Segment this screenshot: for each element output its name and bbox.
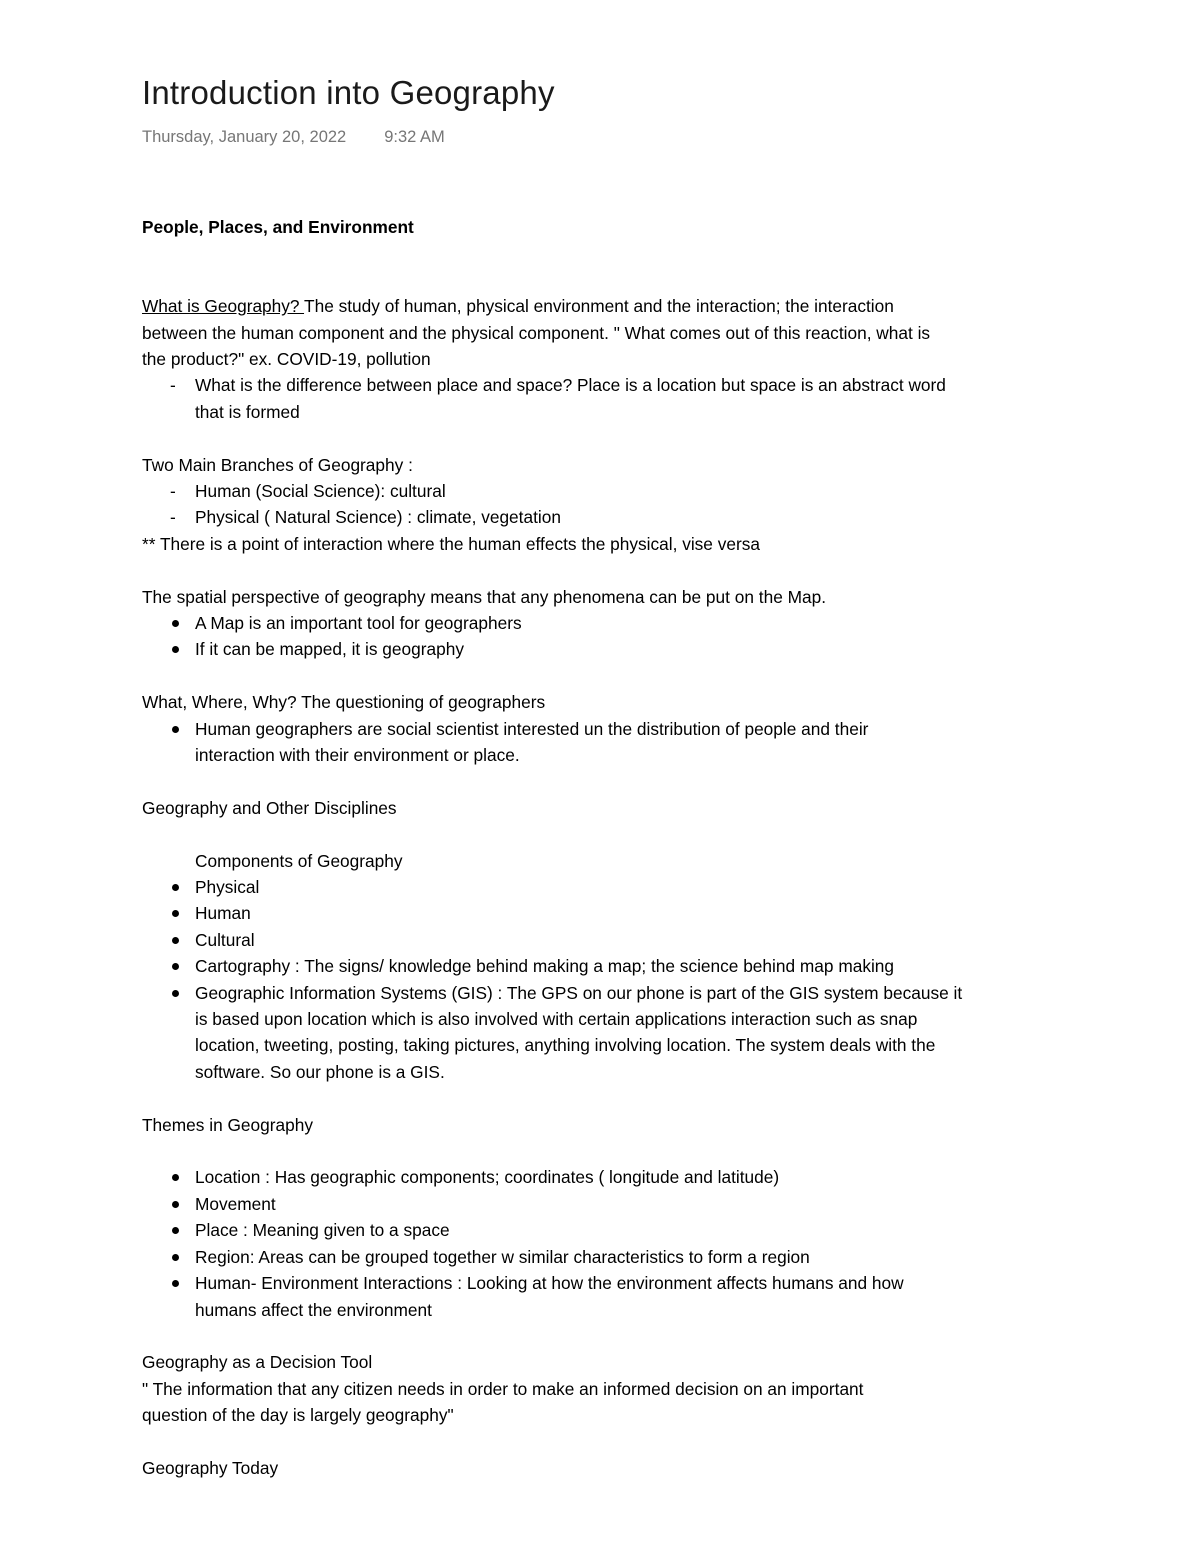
questions-text: What, Where, Why? The questioning of geographers [142,692,546,713]
today-heading: Geography Today [142,1457,279,1478]
branches-heading: Two Main Branches of Geography : [142,454,413,475]
disciplines-heading: Geography and Other Disciplines [142,797,397,818]
list-item: Physical [195,877,260,898]
list-item: Location : Has geographic components; coordinates ( longitude and latitude) [195,1167,780,1188]
what-is-label: What is Geography? [142,296,305,317]
dash-marker [170,372,190,398]
note-body [142,214,1072,1481]
decision-heading: Geography as a Decision Tool [142,1352,373,1373]
spatial-text: The spatial perspective of geography means that any phenomena can be put on the Map. [142,586,827,607]
what-is-line-2: between the human component and the physical component. " What comes out of this reaction, what is [142,322,931,343]
list-item: - Human (Social Science): cultural [142,478,1072,504]
list-item: Human geographers are social scientist interested un the distribution of people and their interaction with their environment or place. [195,718,869,766]
list-item: Cartography : The signs/ knowledge behind making a map; the science behind map making [195,956,895,977]
list-item: - Physical ( Natural Science) : climate, vegetation [142,504,1072,530]
list-item: Cultural [195,929,255,950]
list-item: Region: Areas can be grouped together w similar characteristics to form a region [195,1246,810,1267]
dash-marker [170,504,190,530]
what-is-line-1: What is Geography? The study of human, physical environment and the interaction; the interaction [142,296,894,317]
list-item: Human [195,903,251,924]
list-item: Geographic Information Systems (GIS) : The GPS on our phone is part of the GIS system because it is based upon location which is also involved with certain applications interaction such as snap location, tweeting, posting, taking pictures, anything involving location. The system deals with the software. So our phone is a GIS. [195,982,963,1082]
page-title: Introduction into Geography [142,74,555,111]
list-item: Place : Meaning given to a space [195,1220,450,1241]
themes-heading: Themes in Geography [142,1114,313,1135]
list-item: A Map is an important tool for geographers [195,613,522,634]
decision-quote-line-1: " The information that any citizen needs in order to make an informed decision on an important [142,1378,864,1399]
list-item: Movement [195,1193,276,1214]
page-date: Thursday, January 20, 2022 [142,128,347,146]
branches-note: ** There is a point of interaction where the human effects the physical, vise versa [142,533,760,554]
page-time: 9:32 AM [384,128,445,146]
decision-quote-line-2: question of the day is largely geography" [142,1405,454,1426]
components-heading: Components of Geography [195,850,403,871]
page-datetime [142,128,445,147]
list-item: If it can be mapped, it is geography [195,639,464,660]
section-heading: People, Places, and Environment [142,217,414,237]
what-is-line-3: the product?" ex. COVID-19, pollution [142,349,431,369]
list-item: Human- Environment Interactions : Looking at how the environment affects humans and how humans affect the environment [195,1273,904,1320]
dash-marker [170,478,190,504]
list-item: - What is the difference between place and space? Place is a location but space is an abstract word that is formed [142,372,1072,425]
